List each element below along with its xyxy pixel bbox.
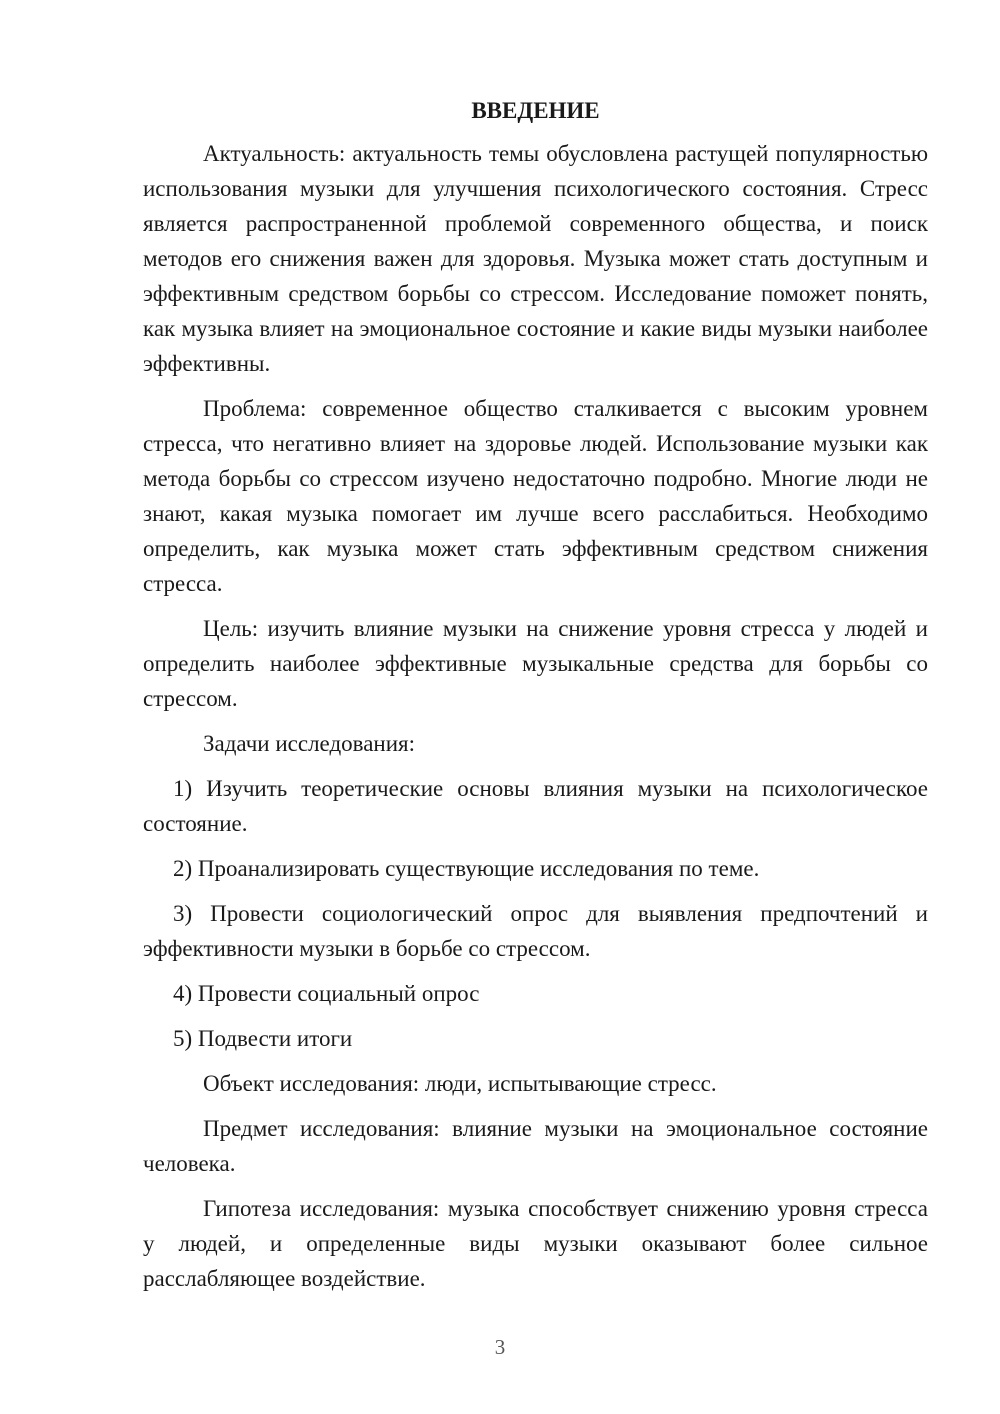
section-title: ВВЕДЕНИЕ xyxy=(471,98,600,123)
page-number: 3 xyxy=(494,1335,506,1359)
paragraph-relevance: Актуальность: актуальность темы обусловлена растущей популярностью использования музыки для улучшения психологического состояния. Стресс является распространенной проблемой современного общества, и поиск методов его снижения важен для здоровья. Музыка может стать доступным и эффективным средством борьбы со стрессом. Исследование поможет понять, как музыка влияет на эмоциональное состояние и какие виды музыки наиболее эффективны. xyxy=(143,141,928,376)
paragraph-hypothesis: Гипотеза исследования: музыка способствует снижению уровня стресса у людей, и определенные виды музыки оказывают более сильное расслабляющее воздействие. xyxy=(143,1196,928,1291)
list-item-task: 1) Изучить теоретические основы влияния музыки на психологическое состояние. xyxy=(143,776,928,836)
paragraph-problem: Проблема: современное общество сталкивается с высоким уровнем стресса, что негативно влияет на здоровье людей. Использование музыки как метода борьбы со стрессом изучено недостаточно подробно. Многие люди не знают, какая музыка помогает им лучше всего расслабиться. Необходимо определить, как музыка может стать эффективным средством снижения стресса. xyxy=(143,396,928,596)
list-item-task: 3) Провести социологический опрос для выявления предпочтений и эффективности музыки в борьбе со стрессом. xyxy=(143,901,928,961)
paragraph-subject: Предмет исследования: влияние музыки на эмоциональное состояние человека. xyxy=(143,1116,928,1176)
paragraph-object: Объект исследования: люди, испытывающие стресс. xyxy=(203,1071,717,1096)
list-item-task: 4) Провести социальный опрос xyxy=(173,981,480,1006)
paragraph-tasks-heading: Задачи исследования: xyxy=(203,731,416,756)
list-item-task: 5) Подвести итоги xyxy=(173,1026,353,1051)
list-item-task: 2) Проанализировать существующие исследования по теме. xyxy=(173,856,760,881)
document-body xyxy=(143,96,928,1306)
paragraph-goal: Цель: изучить влияние музыки на снижение уровня стресса у людей и определить наиболее эффективные музыкальные средства для борьбы со стрессом. xyxy=(143,616,928,711)
